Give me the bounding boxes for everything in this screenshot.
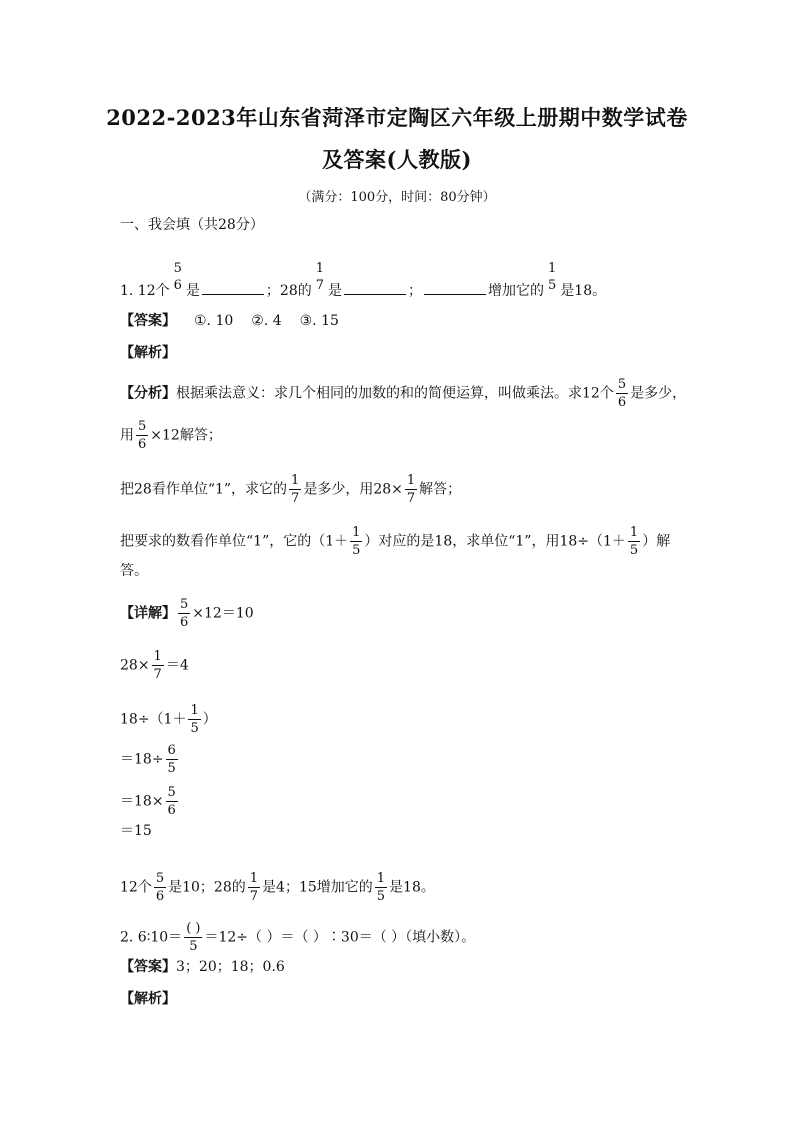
answer-blank	[424, 282, 486, 295]
detail-line-6: ＝15	[120, 823, 152, 839]
fraction: 1 7	[315, 261, 325, 293]
question-2: 2. 6∶10＝ $\frac{( )}{5}$ ＝12÷（ ）＝（ ）∶30＝（ ）（填小数）。	[120, 921, 476, 954]
fraction: $\frac{5}{6}$	[155, 871, 165, 904]
analysis-line-3: 把28看作单位“1”，求它的 $\frac{1}{7}$ 是多少，用28× $\frac{1}{7}$ 解答；	[120, 473, 462, 506]
fraction: $\frac{1}{5}$	[376, 871, 386, 904]
fraction: $\frac{5}{6}$	[617, 377, 627, 410]
analysis-line-5: 答。	[120, 563, 148, 579]
analysis-line-1: 【分析】根据乘法意义：求几个相同的加数的和的简便运算，叫做乘法。求12个 $\frac{5}{6}$ 是多少，	[120, 377, 687, 410]
answer-line-2: 【答案】3；20；18；0.6	[120, 959, 285, 975]
section-heading: 一、我会填（共28分）	[120, 217, 264, 233]
answer-blank	[202, 282, 264, 295]
question-1: 1. 12个 5 6 是 ；28的 1 7 是 ； 增加它的 1 5 是18。	[120, 261, 607, 299]
fraction: $\frac{1}{5}$	[629, 525, 639, 558]
analysis-label: 【解析】	[120, 345, 176, 361]
doc-title-line2: 及答案(人教版)	[322, 147, 472, 172]
fraction: 1 5	[548, 261, 557, 293]
analysis-line-4: 把要求的数看作单位“1”，它的（1＋ $\frac{1}{5}$ ）对应的是18，求单位“1”，用18÷（1＋ $\frac{1}{5}$ ）解	[120, 525, 671, 558]
conclusion-line: 12个 $\frac{5}{6}$ 是10；28的 $\frac{1}{7}$ 是4；15增加它的 $\frac{1}{5}$ 是18。	[120, 871, 435, 904]
fraction: $\frac{1}{5}$	[190, 703, 199, 736]
analysis-label-2: 【解析】	[120, 991, 176, 1007]
fraction: 5 6	[173, 261, 182, 293]
fraction: $\frac{5}{6}$	[138, 419, 147, 452]
detail-line-5: ＝18× $\frac{5}{6}$	[120, 785, 176, 818]
fraction: $\frac{1}{7}$	[249, 871, 259, 904]
answer-blank	[344, 282, 406, 295]
detail-line-4: ＝18÷ $\frac{6}{5}$	[120, 743, 176, 776]
fraction: $\frac{5}{6}$	[180, 597, 189, 630]
fraction: $\frac{6}{5}$	[167, 743, 176, 776]
doc-title-line1: 2022-2023年山东省菏泽市定陶区六年级上册期中数学试卷	[106, 105, 688, 130]
fraction: $\frac{5}{6}$	[167, 785, 176, 818]
doc-subtitle: （满分：100分，时间：80分钟）	[298, 190, 496, 205]
detail-line-3: 18÷（1＋ $\frac{1}{5}$ ）	[120, 703, 217, 736]
fraction: $\frac{1}{7}$	[406, 473, 416, 506]
fraction: $\frac{( )}{5}$	[186, 921, 201, 954]
answer-line: 【答案】 ①. 10 ②. 4 ③. 15	[120, 313, 339, 329]
fraction: $\frac{1}{5}$	[352, 525, 361, 558]
analysis-line-2: 用 $\frac{5}{6}$ ×12解答；	[120, 419, 222, 452]
detail-line-1: 【详解】 $\frac{5}{6}$ ×12＝10	[120, 597, 254, 630]
fraction: $\frac{1}{7}$	[153, 649, 162, 682]
fraction: $\frac{1}{7}$	[291, 473, 300, 506]
detail-line-2: 28× $\frac{1}{7}$ ＝4	[120, 649, 189, 682]
